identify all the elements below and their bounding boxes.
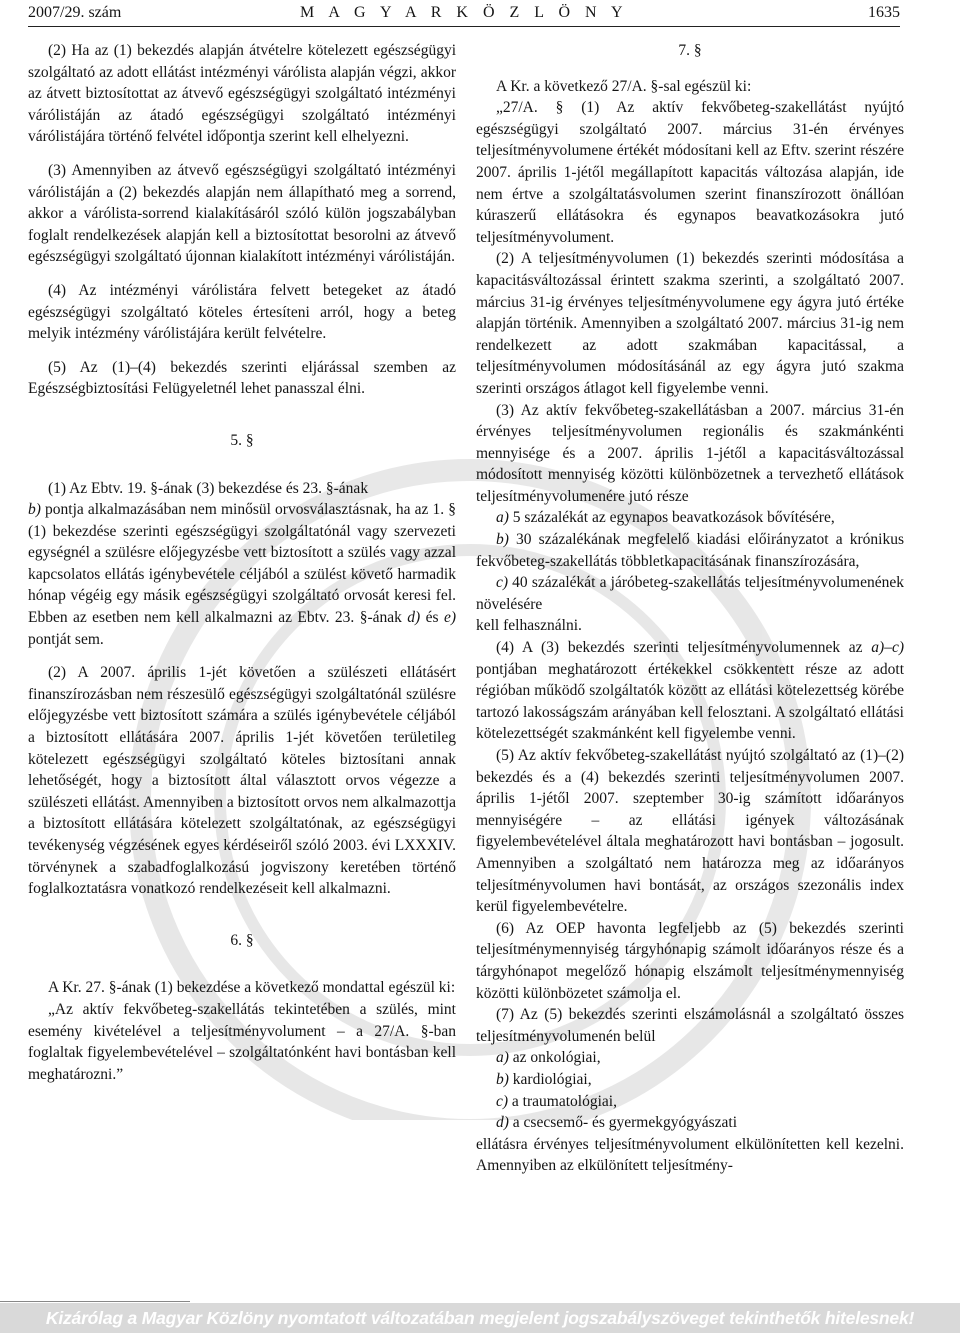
- list-item-a2: [476, 1047, 904, 1069]
- paragraph-27a-4-start: (4) A (3) bekezdés szerinti teljesítményvolumennek az: [496, 639, 872, 657]
- paragraph-4-2: (2) Ha az (1) bekezdés alapján átvételre kötelezett egészségügyi szolgáltató az adott ellátást intézményi várólista alapján végzi, akkor az átvett biztosítottat az átvevő egészségügyi szolgáltató intézményi várólistáján az átadó egészségügyi szolgáltató intézményi várólistájára történő felvétel időpontja szerint kell elhelyezni.: [28, 42, 456, 146]
- paragraph-27a-5: (5) Az aktív fekvőbeteg-szakellátást nyújtó szolgáltató az (1)–(2) bekezdés és a (4) bekezdés szerinti teljesítményvolumen 2007. április 1-jétől 2007. szeptember 30-ig számított időarányos mennyiségére – az ellátási igények változásának figyelembevételével általa meghatározott havi bontásban – jogosult. Amennyiben a szolgáltató nem határozza meg az időarányos teljesítményvolumen havi bontását, az országos szezonális index kerül figyelembevételre.: [476, 747, 904, 916]
- list-label-a: a): [496, 509, 509, 527]
- paragraph-5-1-body: pontja alkalmazásában nem minősül orvosválasztásnak, ha az 1. § (1) bekezdése szerinti egészségügyi szolgáltatónál vagy szervezeti egységnél a szülésre előjegyzésbe vett biztosított a szülés vagy azzal kapcsolatos ellátás igénybevétele céljából a szülést követő harmadik hónap végéig egy másik egészségügyi szolgáltató orvosát keresi fel. Ebben az esetben nem kell alkalmazni az Ebtv. 23. §-ának: [28, 501, 456, 627]
- section-heading-5: 5. §: [230, 431, 254, 449]
- issue-number: 2007/29. szám: [28, 4, 122, 21]
- list-label-b: b): [496, 531, 509, 549]
- list-text-c: 40 százalékát a járóbeteg-szakellátás teljesítményvolumenének növelésére: [476, 574, 904, 613]
- points-a-c-label: a)–c): [871, 639, 904, 657]
- paragraph-27a-1: „27/A. § (1) Az aktív fekvőbeteg-szakellátást nyújtó egészségügyi szolgáltató 2007. március 31-én érvényes teljesítményvolumene értékét módosítani kell az Eftv. szerint részére 2007. április 1-jétől megállapított kapacitás változása alapján, ide nem értve a szolgáltatásvolumen szerint finanszírozott önállóan kúraszerű ellátásokra és egynapos beavatkozásokra jutó teljesítményvolument.: [476, 99, 904, 246]
- paragraph-5-1-start: (1) Az Ebtv. 19. §-ának (3) bekezdése és 23. §-ának: [48, 479, 369, 497]
- list-label-b2: b): [496, 1070, 509, 1088]
- journal-title: M A G Y A R K Ö Z L Ö N Y: [299, 4, 629, 21]
- list-text-a2: az onkológiai,: [508, 1049, 601, 1067]
- list-text-b: 30 százalékának megfelelő kiadási előirányzatot a krónikus fekvőbeteg-szakellátás többletkapacitásának finanszírozására,: [476, 531, 904, 570]
- paragraph-5-1: [28, 478, 456, 651]
- point-e-label: e): [443, 609, 456, 627]
- list-text-c2: a traumatológiai,: [508, 1092, 617, 1110]
- paragraph-27a-3: (3) Az aktív fekvőbeteg-szakellátásban a 2007. március 31-én érvényes teljesítményvolumen regionális és szakmánkénti mennyisége és a 2007. április 1-jétől a kapacitásváltozással módosított mennyiség közötti különbözetnek a tervezhető ellátások teljesítményvolumenére jutó része: [476, 401, 904, 505]
- list-item-c2: [476, 1091, 904, 1113]
- page-number: 1635: [868, 4, 900, 21]
- list-item-c: [476, 572, 904, 615]
- paragraph-5-1-end: pontját sem.: [28, 630, 104, 648]
- conjunction: és: [420, 609, 444, 627]
- paragraph-27a-7-end: ellátásra érvényes teljesítményvolument elkülönítetten kell kezelni. Amennyiben az elkülönített teljesítmény-: [476, 1135, 904, 1175]
- list-label-c2: c): [496, 1092, 509, 1110]
- list-text-b2: kardiológiai,: [508, 1070, 592, 1088]
- list-text-d2: a csecsemő- és gyermekgyógyászati: [508, 1114, 738, 1132]
- paragraph-7-intro: A Kr. a következő 27/A. §-sal egészül ki:: [496, 77, 752, 95]
- point-b-label: b): [28, 501, 41, 519]
- list-label-a2: a): [496, 1049, 509, 1067]
- list-text-a: 5 százalékát az egynapos beavatkozások bővítésére,: [508, 509, 835, 527]
- page-header: [28, 2, 900, 27]
- point-d-label: d): [407, 609, 421, 627]
- authenticity-notice: Kizárólag a Magyar Közlöny nyomtatott változatában megjelent jogszabályszöveget tekinthetők hitelesnek!: [0, 1303, 960, 1333]
- list-item-d2: [476, 1112, 904, 1134]
- paragraph-5-2: (2) A 2007. április 1-jét követően a szülészeti ellátásért finanszírozásban nem részesülő egészségügyi szolgáltatónál szülésre előjegyzésbe vett biztosított számára a szülés igénybevétele céljából a biztosított ellátására 2007. április 1-jét követően területileg kötelezett egészségügyi szolgáltató köteles biztosítani annak lehetőségét, hogy a biztosított által választott orvos végezze a szülészeti ellátást. Amennyiben a biztosított orvos nem alkalmazottja a biztosított ellátására kötelezett szolgáltatónak, az egészségügyi tevékenység végzésének egyes kérdéseiről szóló 2003. évi LXXXIV. törvénynek a szabadfoglalkozású jogviszony keretében történő foglalkoztatásra vonatkozó rendelkezéseit kell alkalmazni.: [28, 664, 456, 898]
- paragraph-27a-2: (2) A teljesítményvolumen (1) bekezdés szerinti módosítása a kapacitásváltozással érintett szakma szerinti, a szolgáltató 2007. március 31-ig érvényes teljesítményvolumene egy ágyra jutó értéke alapján történik. Amennyiben a szolgáltató 2007. március 31-ig nem rendelkezett az adott szakmában kapacitással, a teljesítményvolumen módosításánál az egy ágyra jutó szakma szerinti országos átlagot kell figyelembe venni.: [476, 250, 904, 397]
- paragraph-27a-7: (7) Az (5) bekezdés szerinti elszámolásnál a szolgáltató összes teljesítményvolumenén belül: [476, 1006, 904, 1045]
- paragraph-6-quote: „Az aktív fekvőbeteg-szakellátás tekintetében a szülés, mint esemény kivételével a teljesítményvolument – a 27/A. §-ban foglaltak figyelembevételével – szolgáltatónként havi bontásban kell meghatározni.”: [28, 1000, 456, 1083]
- list-item-b: [476, 529, 904, 572]
- list-item-b2: [476, 1069, 904, 1091]
- paragraph-27a-4: [476, 637, 904, 745]
- list-label-d2: d): [496, 1114, 509, 1132]
- list-closing: kell felhasználni.: [476, 617, 582, 635]
- list-item-a: [476, 507, 904, 529]
- footer-divider: [0, 1301, 190, 1302]
- right-column: [476, 40, 904, 1177]
- paragraph-27a-6: (6) Az OEP havonta legfeljebb az (5) bekezdés szerinti teljesítménymennyiség tárgyhónapig számolt időarányos része és a tárgyhónapot megelőző hónapig elszámolt teljesítménymennyiség közötti különbözetet számolja el.: [476, 919, 904, 1002]
- list-label-c: c): [496, 574, 509, 592]
- section-heading-6: 6. §: [230, 931, 254, 949]
- left-column: [28, 40, 456, 1085]
- paragraph-4-5: (5) Az (1)–(4) bekezdés szerinti eljárással szemben az Egészségbiztosítási Felügyeletnél lehet panasszal élni.: [28, 358, 456, 398]
- paragraph-4-3: (3) Amennyiben az átvevő egészségügyi szolgáltató intézményi várólistáján a (2) bekezdés alapján nem állapítható meg a sorrend, akkor a várólista-sorrend kialakításáról szóló külön jogszabályban foglalt rendelkezések alapján kell a biztosítottat besorolni az átvevő egészségügyi szolgáltató újonnan kialakított intézményi várólistáján.: [28, 161, 456, 266]
- section-heading-7: 7. §: [678, 42, 702, 59]
- paragraph-27a-4-body: pontjában meghatározott értékekkel csökkentett része az adott régióban működő szolgáltatók között az ellátási kötelezettség körébe tartozó lakosságszám arányában kell felosztani. A szolgáltató ellátási kötelezettségét szakmánként kell figyelembe venni.: [476, 660, 904, 743]
- paragraph-4-4: (4) Az intézményi várólistára felvett betegeket az átadó egészségügyi szolgáltató köteles értesíteni arról, hogy a beteg melyik intézmény várólistájára került felvételre.: [28, 281, 456, 343]
- paragraph-6-intro: A Kr. 27. §-ának (1) bekezdése a következő mondattal egészül ki:: [48, 979, 456, 997]
